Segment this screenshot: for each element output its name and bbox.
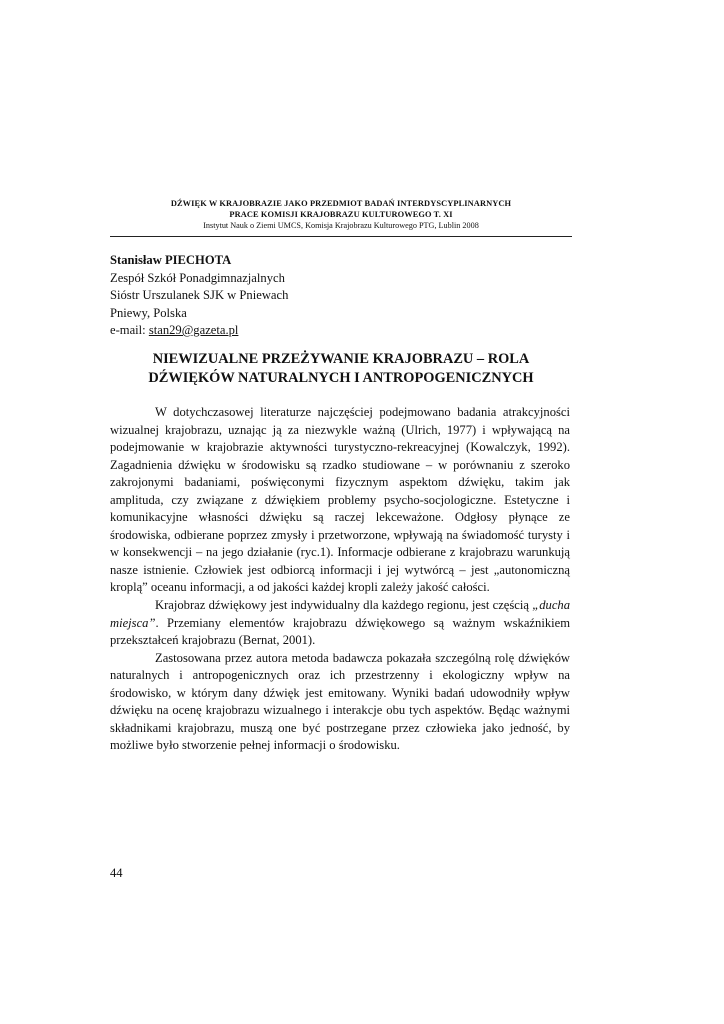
author-affiliation-1: Zespół Szkół Ponadgimnazjalnych — [110, 270, 285, 285]
page-number: 44 — [110, 866, 123, 880]
header-series-title: PRACE KOMISJI KRAJOBRAZU KULTUROWEGO T. XI — [229, 210, 453, 219]
running-header — [110, 198, 572, 231]
header-volume-title: DŹWIĘK W KRAJOBRAZIE JAKO PRZEDMIOT BADAŃ INTERDYSCYPLINARNYCH — [170, 199, 512, 208]
header-divider — [110, 236, 572, 237]
paragraph-1: W dotychczasowej literaturze najczęściej podejmowano badania atrakcyjności wizualnej krajobrazu, uznając ją za niezwykle ważną (Ulrich, 1977) i wpływającą na podejmowanie w krajobrazie aktywności turystyczno-rekreacyjnej (Kowalczyk, 1992). Zagadnienia dźwięku w środowisku są rzadko studiowane – w porównaniu z szeroko zakrojonymi badaniami, poświęconymi fizycznym aspektom dźwięku, takim jak amplituda, czy związane z dźwiękiem problemy psycho-socjologiczne. Estetyczne i komunikacyjne własności dźwięku są raczej lekceważone. Odgłosy płynące ze środowiska, odbierane poprzez zmysły i przetworzone, wpływają na świadomość turysty i w konsekwencji – na jego działanie (ryc.1). Informacje odbierane z krajobrazu warunkują nasze istnienie. Człowiek jest odbiorcą informacji i jej wytwórcą – jest „autonomiczną kroplą” oceanu informacji, a od jakości każdej kropli zależy jakość całości. — [110, 405, 570, 595]
paper-title-line-2: DŹWIĘKÓW NATURALNYCH I ANTROPOGENICZNYCH — [148, 369, 534, 386]
paper-title-line-1: NIEWIZUALNE PRZEŻYWANIE KRAJOBRAZU – ROLA — [152, 351, 530, 367]
paper-title — [110, 350, 572, 387]
author-email-line — [110, 322, 288, 340]
email-link[interactable]: stan29@gazeta.pl — [148, 323, 239, 337]
header-publisher: Instytut Nauk o Ziemi UMCS, Komisja Krajobrazu Kulturowego PTG, Lublin 2008 — [203, 221, 479, 230]
email-label: e-mail: — [110, 323, 149, 337]
author-affiliation-2: Sióstr Urszulanek SJK w Pniewach — [110, 288, 289, 302]
paragraph-2-start: Krajobraz dźwiękowy jest indywidualny dla każdego regionu, jest częścią — [155, 598, 533, 613]
paragraph-2-end: . Przemiany elementów krajobrazu dźwiękowego są ważnym wskaźnikiem przekształceń krajobrazu (Bernat, 2001). — [110, 615, 570, 648]
paragraph-2-italic: „ducha miejsca” — [110, 598, 570, 630]
paragraph-3: Zastosowana przez autora metoda badawcza pokazała szczególną rolę dźwięków naturalnych i antropogenicznych oraz ich przestrzenny i ekologiczny wpływ na środowisko, w którym dany dźwięk jest emitowany. Wyniki badań udowodniły wpływ dźwięku na ocenę krajobrazu wizualnego i interakcje obu tych aspektów. Będąc ważnymi składnikami krajobrazu, muszą one być postrzegane przez człowieka jako jedność, by możliwe było stworzenie pełnej informacji o środowisku. — [110, 650, 570, 753]
author-location: Pniewy, Polska — [110, 305, 187, 320]
paragraph-2 — [110, 597, 570, 650]
author-name: Stanisław PIECHOTA — [110, 253, 232, 267]
body-text — [110, 404, 570, 755]
author-block — [110, 252, 288, 340]
